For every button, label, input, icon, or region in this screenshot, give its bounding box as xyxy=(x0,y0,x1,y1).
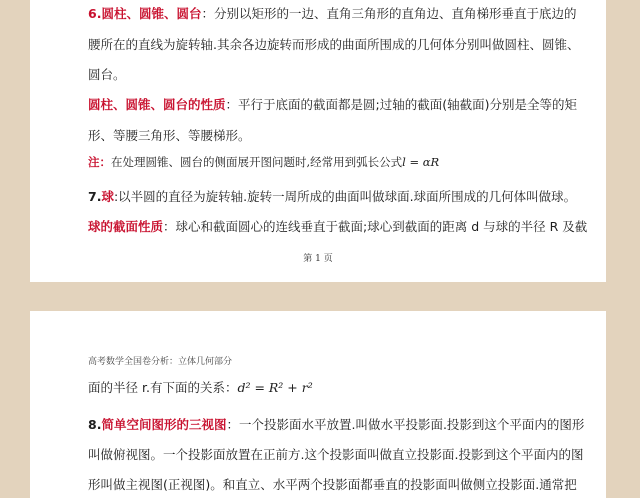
section-8-line-3: 形叫做主视图(正视图)。和直立、水平两个投影面都垂直的投影面叫做侧立投影面.通常把 xyxy=(88,477,577,492)
section-7-text: :以半圆的直径为旋转轴.旋转一周所成的曲面叫做球面.球面所围成的几何体叫做球。 xyxy=(113,189,577,204)
section-6-title: 圆柱、圆锥、圆台 xyxy=(101,6,202,21)
note-label: 注： xyxy=(88,155,111,169)
section-7-title: 球 xyxy=(101,189,114,204)
properties-line-1 xyxy=(88,97,577,113)
section-7-number: 7. xyxy=(88,189,102,204)
sphere-relation-formula: d² = R² + r² xyxy=(237,380,313,395)
properties-text-1: ：平行于底面的截面都是圆;过轴的截面(轴截面)分别是全等的矩 xyxy=(225,97,577,112)
sphere-section-line xyxy=(88,219,587,235)
section-6-line-1 xyxy=(88,6,576,22)
arc-length-formula: l = αR xyxy=(402,155,440,169)
continuation-text: 面的半径 r.有下面的关系： xyxy=(88,380,238,395)
document-page-2 xyxy=(30,311,606,498)
section-6-line-2: 腰所在的直线为旋转轴.其余各边旋转而形成的曲面所围成的几何体分别叫做圆柱、圆锥、 xyxy=(88,37,580,52)
sphere-section-text: ：球心和截面圆心的连线垂直于截面;球心到截面的距离 d 与球的半径 R 及截 xyxy=(163,219,588,234)
sphere-section-title: 球的截面性质 xyxy=(88,219,164,234)
note-line xyxy=(88,154,439,170)
section-6-number: 6. xyxy=(88,6,102,21)
page-footer: 第 1 页 xyxy=(303,254,333,264)
section-6-line-3: 圆台。 xyxy=(88,67,126,82)
note-text: 在处理圆锥、圆台的侧面展开图问题时,经常用到弧长公式 xyxy=(111,155,403,169)
section-8-line-1 xyxy=(88,417,584,433)
section-8-line-2: 叫做俯视图。一个投影面放置在正前方.这个投影面叫做直立投影面.投影到这个平面内的图 xyxy=(88,447,584,462)
document-page-1 xyxy=(30,0,606,282)
properties-title: 圆柱、圆锥、圆台的性质 xyxy=(88,97,226,112)
page-header: 高考数学全国卷分析：立体几何部分 xyxy=(88,357,233,367)
properties-line-2: 形、等腰三角形、等腰梯形。 xyxy=(88,128,251,143)
section-6-text-1: ：分别以矩形的一边、直角三角形的直角边、直角梯形垂直于底边的 xyxy=(201,6,577,21)
section-8-text-1: ：一个投影面水平放置.叫做水平投影面.投影到这个平面内的图形 xyxy=(226,417,585,432)
section-7-line xyxy=(88,189,576,205)
continuation-line xyxy=(88,380,313,396)
section-8-number: 8. xyxy=(88,417,102,432)
section-8-title: 简单空间图形的三视图 xyxy=(101,417,227,432)
